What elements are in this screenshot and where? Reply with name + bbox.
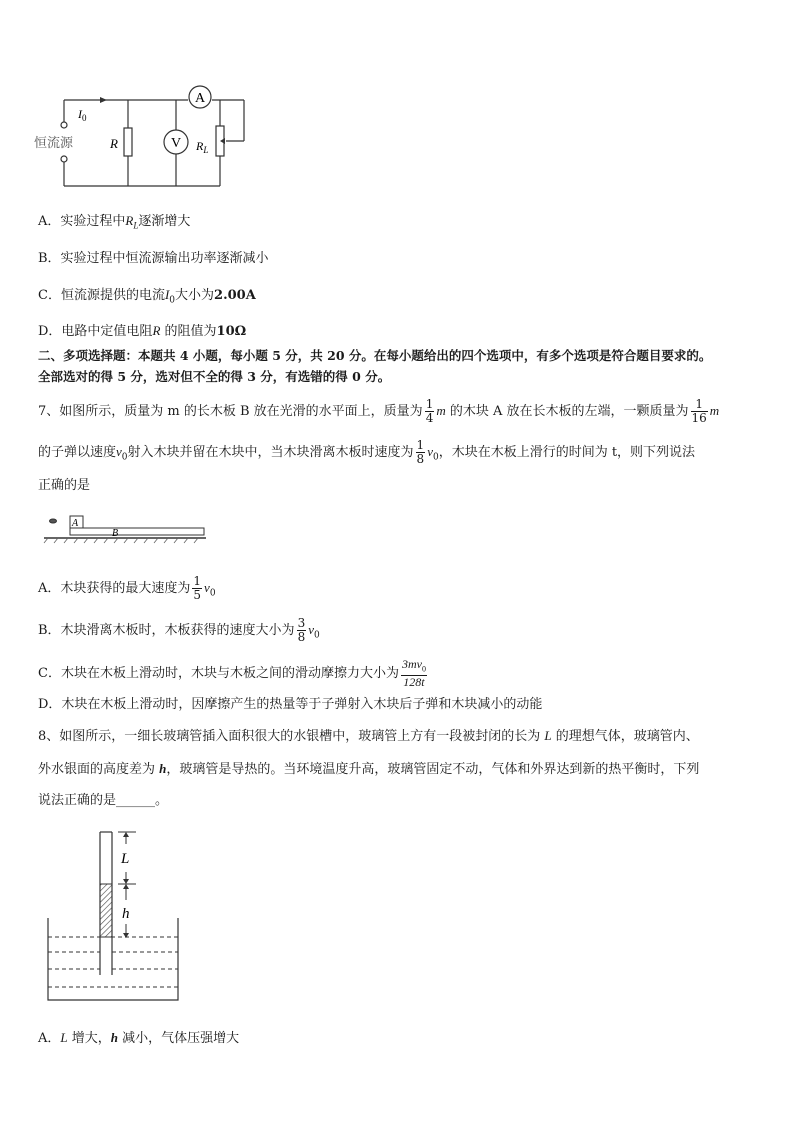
q7-option-c: C．木块在木板上滑动时，木块与木板之间的滑动摩擦力大小为 $\frac{3mv_0}{128t}$ bbox=[38, 657, 426, 690]
q8-stem-line3: 说法正确的是______。 bbox=[38, 793, 169, 808]
q7-option-b: B．木块滑离木板时，木板获得的速度大小为 $\frac{3}{8}$ $v_0$ bbox=[38, 616, 320, 644]
current-label: $I_0$ bbox=[78, 107, 87, 123]
voltmeter-label: V bbox=[170, 136, 182, 151]
q8-stem-line2: 外水银面的高度差为 h，玻璃管是导热的。当环境温度升高，玻璃管固定不动，气体和外界达到新的热平衡时，下列 bbox=[38, 761, 700, 777]
q6-option-a: A．实验过程中$R_L$逐渐增大 bbox=[38, 213, 191, 231]
q8-option-a: A．L 增大，h 减小，气体压强增大 bbox=[38, 1030, 240, 1046]
q6-option-c: C．恒流源提供的电流$I_0$大小为2.00A bbox=[38, 287, 256, 306]
circuit-diagram bbox=[30, 80, 260, 195]
q7-stem-line1: 7、如图所示，质量为 m 的长木板 B 放在光滑的水平面上，质量为 $\frac{1}{4}$ m 的木块 A 放在长木板的左端，一颗质量为 $\frac{1}{16}$ m bbox=[38, 397, 720, 425]
q7-stem-line2: 的子弹以速度$v_0$射入木块并留在木块中，当木块滑离木板时速度为 $\frac{1}{8}$ $v_0$，木块在木板上滑行的时间为 t，则下列说法 bbox=[38, 438, 696, 466]
block-a-label: A bbox=[72, 518, 79, 529]
q6-option-d: D．电路中定值电阻R 的阻值为10Ω bbox=[38, 323, 247, 339]
mercury-tube-figure bbox=[42, 830, 187, 1005]
source-label: 恒流源 bbox=[34, 136, 74, 151]
q7-stem-line3: 正确的是 bbox=[38, 478, 91, 493]
section2-line2: 全部选对的得 5 分，选对但不全的得 3 分，有选错的得 0 分。 bbox=[38, 369, 391, 384]
q7-option-a: A．木块获得的最大速度为 $\frac{1}{5}$ $v_0$ bbox=[38, 574, 216, 602]
block-board-figure bbox=[42, 512, 212, 548]
ammeter-label: A bbox=[194, 91, 206, 106]
q8-stem-line1: 8、如图所示，一细长玻璃管插入面积很大的水银槽中，玻璃管上方有一段被封闭的长为 L 的理想气体，玻璃管内、 bbox=[38, 728, 699, 744]
rheostat-label: $R_L$ bbox=[196, 139, 209, 155]
board-b-label: B bbox=[112, 528, 119, 539]
q6-option-b: B．实验过程中恒流源输出功率逐渐减小 bbox=[38, 251, 269, 266]
height-h-label: h bbox=[122, 906, 130, 922]
section2-line1: 二、多项选择题：本题共 4 小题，每小题 5 分，共 20 分。在每小题给出的四个选项中，有多个选项是符合题目要求的。 bbox=[38, 348, 712, 363]
q7-option-d: D．木块在木板上滑动时，因摩擦产生的热量等于子弹射入木块后子弹和木块减小的动能 bbox=[38, 697, 543, 712]
resistor-label: R bbox=[110, 136, 118, 151]
length-l-label: L bbox=[121, 851, 130, 867]
